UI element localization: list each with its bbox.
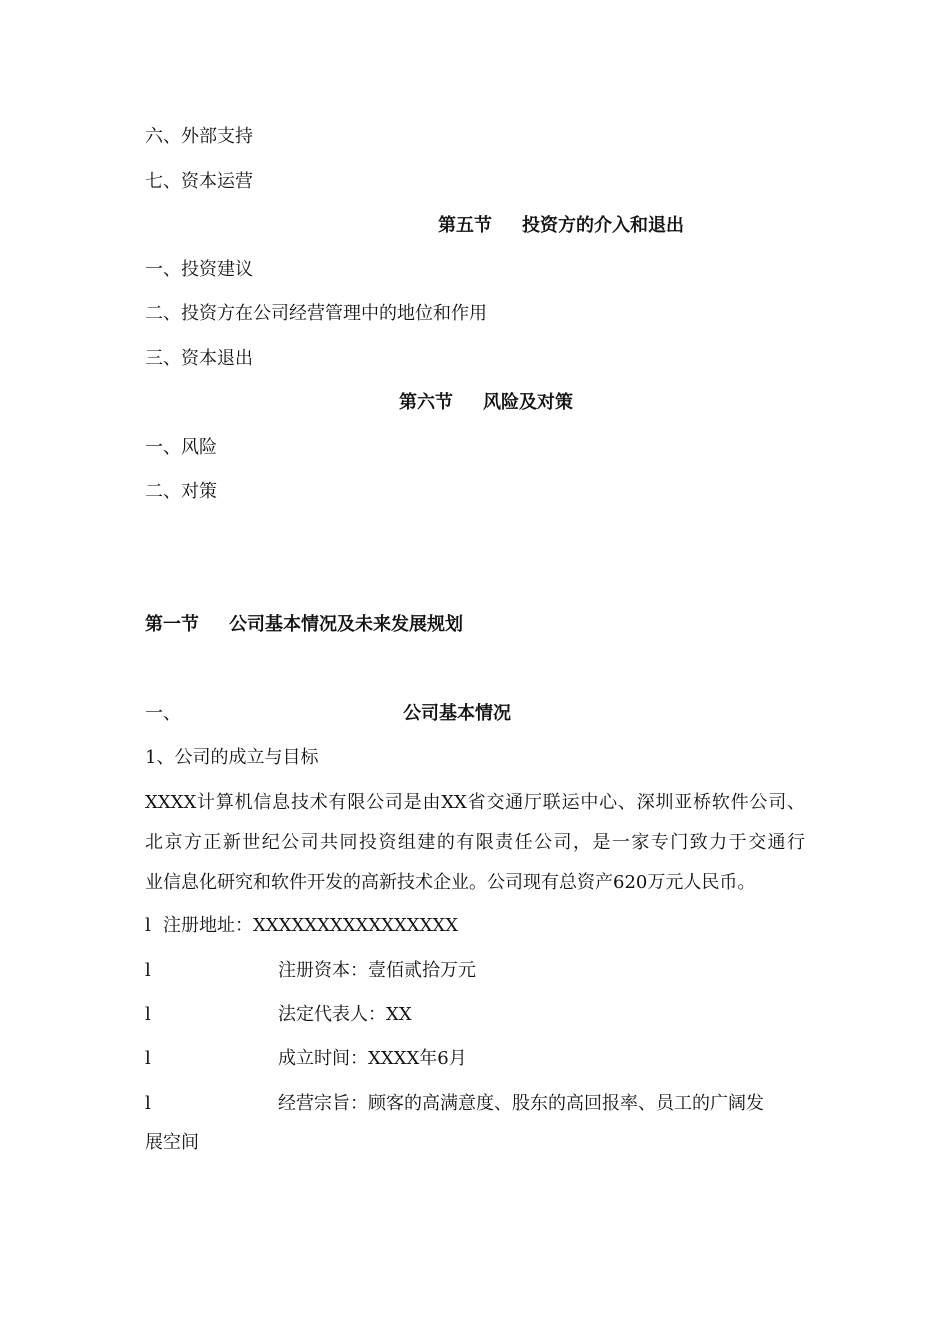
section-title: 风险及对策 — [483, 392, 573, 413]
paragraph-line: 北京方正新世纪公司共同投资组建的有限责任公司，是一家专门致力于交通行 — [145, 832, 805, 853]
section-title: 投资方的介入和退出 — [522, 215, 684, 236]
part1-number: 一、 — [145, 703, 181, 724]
toc-section6-heading — [399, 391, 573, 415]
toc-item-investment-advice: 一、投资建议 — [145, 259, 253, 280]
toc-section5-heading — [438, 214, 684, 238]
fact-address: 注册地址：XXXXXXXXXXXXXXXX — [163, 915, 459, 936]
fact-founded: 成立时间：XXXX年6月 — [278, 1048, 467, 1069]
part1-title: 公司基本情况 — [403, 703, 511, 724]
section-number: 第一节 — [145, 614, 199, 635]
subsection-heading: 1、公司的成立与目标 — [145, 747, 319, 768]
toc-item-risk: 一、风险 — [145, 437, 217, 458]
fact-bullet: l — [145, 1093, 151, 1114]
fact-legal-rep: 法定代表人：XX — [278, 1004, 412, 1025]
toc-item-countermeasure: 二、对策 — [145, 481, 217, 502]
fact-bullet: l — [145, 915, 151, 936]
section-number: 第五节 — [438, 215, 492, 236]
section1-heading — [145, 613, 463, 637]
toc-item-investor-role: 二、投资方在公司经营管理中的地位和作用 — [145, 303, 487, 324]
toc-item-capital-exit: 三、资本退出 — [145, 348, 253, 369]
fact-tenet-continued: 展空间 — [145, 1132, 199, 1153]
toc-item-external-support: 六、外部支持 — [145, 126, 253, 147]
paragraph-line: 业信息化研究和软件开发的高新技术企业。公司现有总资产620万元人民币。 — [145, 872, 756, 893]
fact-bullet: l — [145, 960, 151, 981]
section-number: 第六节 — [399, 392, 453, 413]
paragraph-line: XXXX计算机信息技术有限公司是由XX省交通厅联运中心、深圳亚桥软件公司、 — [145, 792, 805, 813]
fact-bullet: l — [145, 1048, 151, 1069]
section-title: 公司基本情况及未来发展规划 — [229, 614, 463, 635]
fact-capital: 注册资本：壹佰贰拾万元 — [278, 960, 476, 981]
fact-bullet: l — [145, 1004, 151, 1025]
toc-item-capital-operation: 七、资本运营 — [145, 171, 253, 192]
fact-tenet: 经营宗旨：顾客的高满意度、股东的高回报率、员工的广阔发 — [278, 1093, 764, 1114]
